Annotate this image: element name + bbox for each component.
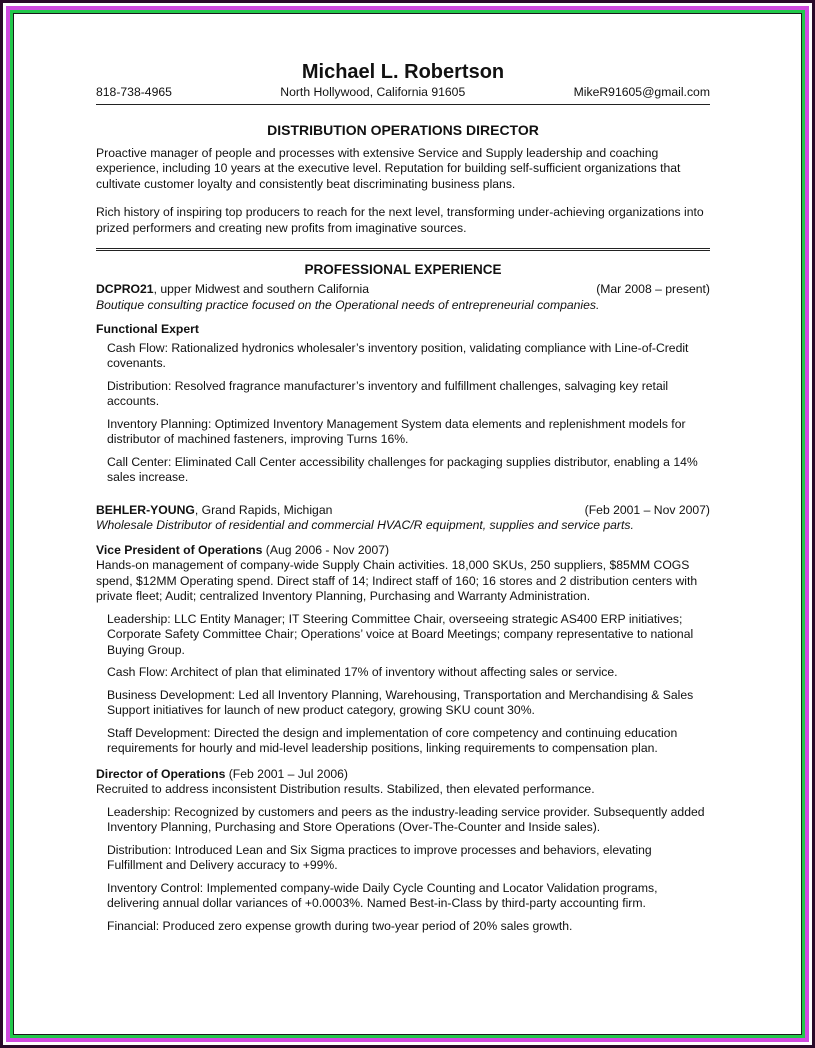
role-title: Functional Expert (96, 322, 199, 336)
achievement-item: Leadership: Recognized by customers and peers as the industry-leading service provider. Subsequently added Inventory Planning, Purchasing and Store Operations (Over-The-Counter and Inside sales). (107, 804, 705, 834)
email-address: MikeR91605@gmail.com (573, 85, 710, 99)
resume-page (96, 60, 710, 934)
header-divider (96, 104, 710, 105)
achievement-item: Inventory Control: Implemented company-wide Daily Cycle Counting and Locator Validation programs, delivering annual dollar variances of +0.0003%. Named Best-in-Class by third-party accounting firm. (107, 880, 658, 910)
achievement-item: Distribution: Resolved fragrance manufacturer’s inventory and fulfillment challenges, salvaging key retail accounts. (107, 378, 669, 408)
achievement-item: Staff Development: Directed the design and implementation of core competency and continuing education requirements for hourly and mid-level leadership positions, linking requirements to compensation plan. (107, 725, 678, 755)
job-employer (96, 282, 369, 298)
company-description: Boutique consulting practice focused on the Operational needs of entrepreneurial companies. (96, 297, 600, 312)
contact-line (96, 85, 710, 101)
job-header-dcpro21 (96, 282, 710, 298)
role-heading (96, 767, 710, 783)
phone-number: 818-738-4965 (96, 85, 172, 99)
job-employer (96, 503, 332, 519)
location: North Hollywood, California 91605 (280, 85, 466, 99)
achievement-item: Leadership: LLC Entity Manager; IT Steering Committee Chair, overseeing strategic AS400 ERP initiatives; Corporate Safety Committee Chair; Operations’ voice at Board Meetings; company representative to national Buying Group. (107, 611, 694, 657)
role-dates: (Aug 2006 - Nov 2007) (262, 542, 390, 557)
achievement-item: Call Center: Eliminated Call Center accessibility challenges for packaging supplies distributor, enabling a 14% sales increase. (107, 454, 698, 484)
achievement-item: Distribution: Introduced Lean and Six Sigma practices to improve processes and behaviors, elevating Fulfillment and Delivery accuracy to +99%. (107, 842, 652, 872)
company-location: , upper Midwest and southern California (153, 282, 370, 296)
company-name: BEHLER-YOUNG (96, 502, 195, 517)
job-header-behler-young (96, 503, 710, 519)
company-description: Wholesale Distributor of residential and commercial HVAC/R equipment, supplies and service parts. (96, 518, 634, 532)
role-intro: Hands-on management of company-wide Supply Chain activities. 18,000 SKUs, 250 suppliers, $85MM COGS spend, $12MM Operating spend. Direct staff of 14; Indirect staff of 160; 16 stores and 2 distribution centers with private fleet; Audit; centralized Inventory Planning, Purchasing and Warranty Administration. (96, 558, 698, 603)
role-dates: (Feb 2001 – Jul 2006) (225, 766, 348, 781)
role-heading (96, 543, 710, 559)
role-title: Director of Operations (96, 766, 226, 781)
achievement-item: Financial: Produced zero expense growth during two-year period of 20% sales growth. (107, 918, 573, 933)
company-location: , Grand Rapids, Michigan (194, 502, 333, 517)
candidate-name: Michael L. Robertson (301, 61, 505, 83)
section-divider (96, 248, 710, 251)
achievement-item: Inventory Planning: Optimized Inventory Management System data elements and replenishment models for distributor of machined fasteners, improving Turns 16%. (107, 416, 686, 446)
achievement-item: Cash Flow: Rationalized hydronics wholesaler’s inventory position, validating compliance with Line-of-Credit covenants. (107, 340, 689, 370)
role-title: Vice President of Operations (96, 542, 263, 557)
achievement-item: Business Development: Led all Inventory Planning, Warehousing, Transportation and Merchandising & Sales Support initiatives for launch of new product category, growing SKU count 30%. (107, 687, 694, 717)
achievement-item: Cash Flow: Architect of plan that eliminated 17% of inventory without affecting sales or service. (107, 665, 618, 679)
headline: DISTRIBUTION OPERATIONS DIRECTOR (267, 121, 539, 138)
job-dates: (Mar 2008 – present) (596, 282, 710, 296)
company-name: DCPRO21 (96, 282, 154, 296)
summary-paragraph-1: Proactive manager of people and processes with extensive Service and Supply leadership and coaching experience, including 10 years at the executive level. Reputation for building self-sufficient organizations that cultivate customer loyalty and consistently beat discriminating business plans. (96, 145, 681, 191)
job-dates: (Feb 2001 – Nov 2007) (584, 502, 710, 517)
role-intro: Recruited to address inconsistent Distribution results. Stabilized, then elevated performance. (96, 782, 595, 796)
section-title-experience: PROFESSIONAL EXPERIENCE (304, 262, 502, 277)
summary-paragraph-2: Rich history of inspiring top producers to reach for the next level, transforming under-achieving organizations into prized performers and creating new profits from imaginative sources. (96, 205, 704, 235)
